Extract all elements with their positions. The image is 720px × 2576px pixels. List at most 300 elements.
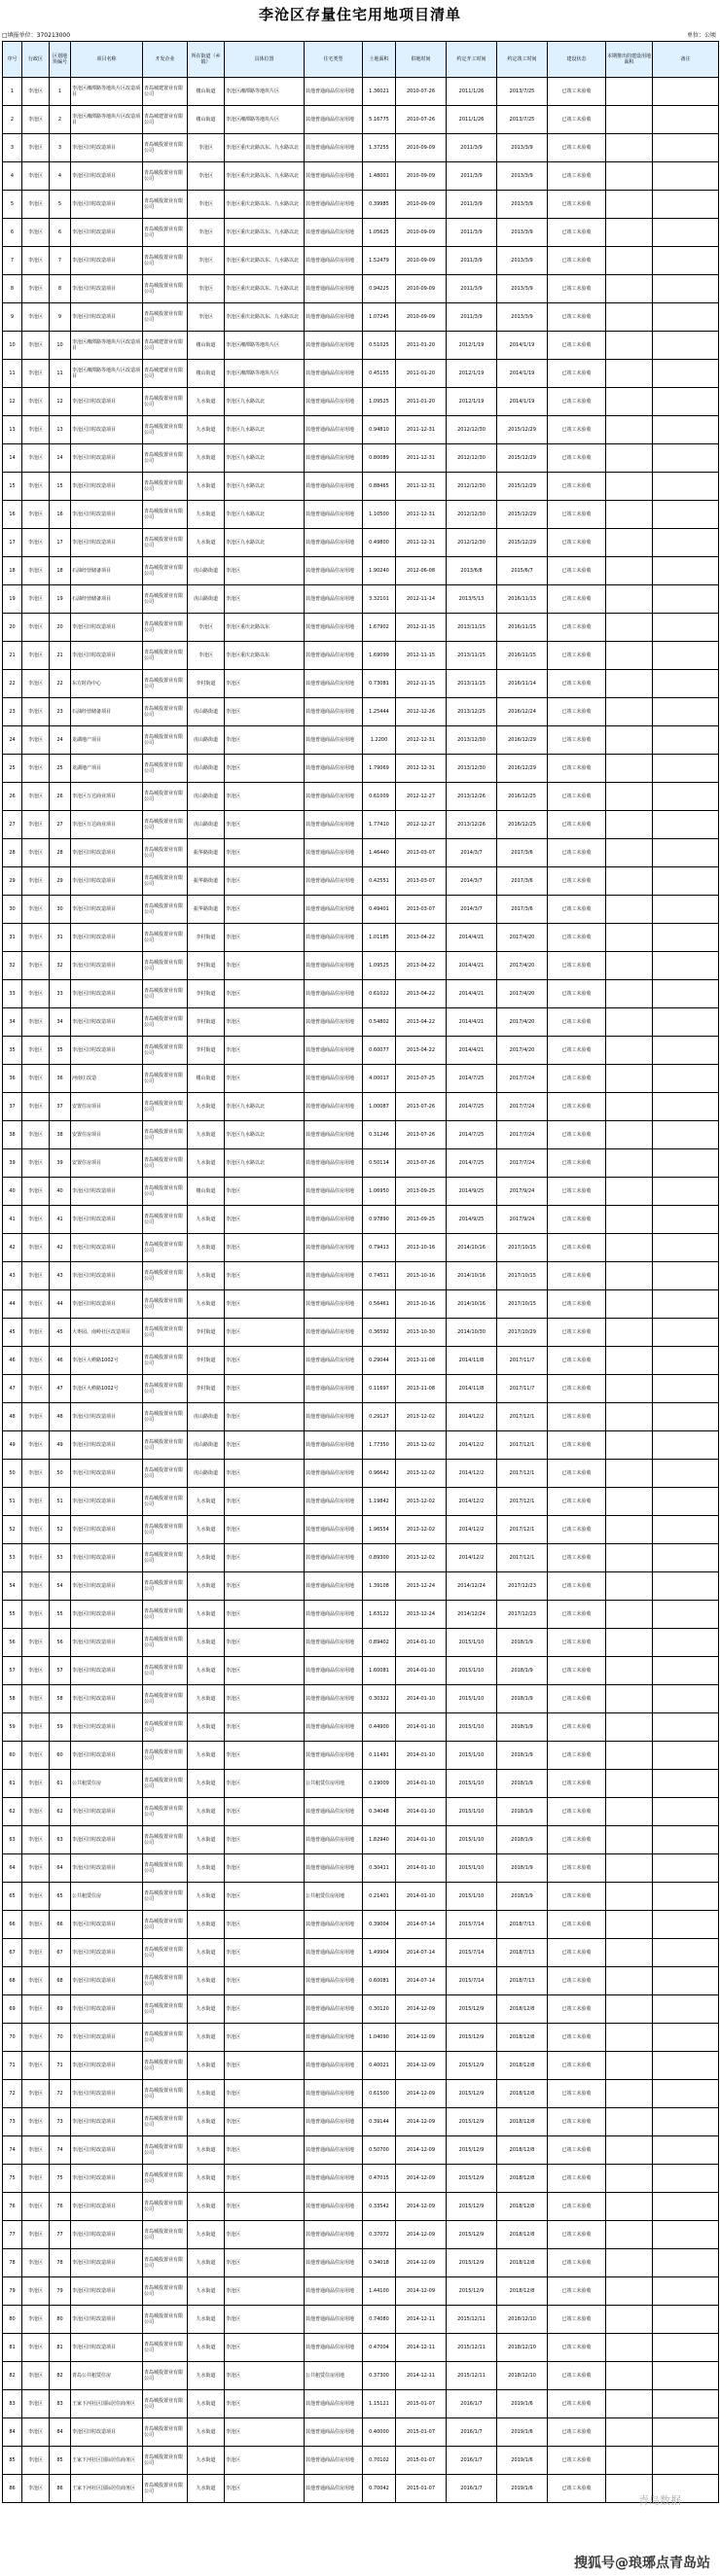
table-cell: 1.19842 [363, 1488, 396, 1516]
table-cell: 李沧区 [225, 1657, 305, 1685]
table-cell: 虎山路街道 [188, 811, 225, 839]
table-cell: 其他普通商品住房用地 [305, 247, 363, 275]
table-cell: 九水街道 [188, 2362, 225, 2390]
table-cell: 50 [50, 1460, 71, 1488]
table-cell: 2013/12/26 [447, 783, 497, 811]
table-cell [653, 1967, 719, 1995]
table-cell: 0.50114 [363, 1149, 396, 1178]
table-cell: 79 [50, 2277, 71, 2306]
table-cell: 李沧区 [22, 2334, 50, 2362]
table-cell: 其他普通商品住房用地 [305, 1798, 363, 1826]
table-cell: 0.89300 [363, 1544, 396, 1572]
table-cell: 0.94225 [363, 275, 396, 303]
table-cell: 47 [3, 1375, 22, 1403]
table-cell: 青岛城投置业有限公司 [143, 1121, 188, 1149]
table-cell: 2013/7/25 [497, 106, 548, 134]
table-cell: 4.00017 [363, 1065, 396, 1093]
table-cell [653, 2221, 719, 2249]
table-cell [606, 642, 653, 670]
table-cell: 44 [50, 1290, 71, 1319]
table-cell: 已竣工未验收 [548, 2306, 606, 2334]
table-cell: 2015/7/14 [447, 1939, 497, 1967]
table-cell: 九水街道 [188, 1995, 225, 2024]
column-header: 约定竣工时间 [497, 42, 548, 78]
table-cell: 九水街道 [188, 1629, 225, 1657]
table-cell: 2014/12/2 [447, 1431, 497, 1460]
table-cell: 73 [50, 2108, 71, 2136]
table-body [3, 78, 719, 2503]
table-cell: 21 [50, 642, 71, 670]
table-cell: 2015/1/10 [447, 1657, 497, 1685]
table-cell [606, 1629, 653, 1657]
table-cell: 0.74080 [363, 2306, 396, 2334]
table-cell: 1.67902 [363, 614, 396, 642]
table-cell [653, 1854, 719, 1883]
table-cell: 2015/12/11 [447, 2306, 497, 2334]
table-cell: 2010-07-26 [396, 106, 447, 134]
table-cell: 李沧区旧村改造项目 [71, 1798, 143, 1826]
table-cell: 62 [3, 1798, 22, 1826]
table-cell: 李沧区 [22, 2277, 50, 2306]
table-cell: 2013-07-26 [396, 1149, 447, 1178]
table-cell: 其他普通商品住房用地 [305, 2475, 363, 2503]
table-cell: 已竣工未验收 [548, 2136, 606, 2165]
table-cell [653, 388, 719, 416]
table-cell: 李沧区 [225, 1347, 305, 1375]
table-cell: 李村街道 [188, 952, 225, 980]
table-cell: 李沧区 [22, 952, 50, 980]
table-cell: 9 [3, 303, 22, 332]
table-cell: 2017/10/15 [497, 1234, 548, 1262]
table-cell: 李沧区旧村改造项目 [71, 1911, 143, 1939]
table-cell: 九水街道 [188, 2447, 225, 2475]
table-row [3, 106, 719, 134]
table-cell: 李沧区 [225, 924, 305, 952]
table-cell: 65 [3, 1883, 22, 1911]
table-cell: 50 [3, 1460, 22, 1488]
table-cell: 0.40000 [363, 2418, 396, 2447]
table-cell: 2014-01-10 [396, 1657, 447, 1685]
table-cell: 2014-12-11 [396, 2362, 447, 2390]
table-cell: 24 [3, 726, 22, 755]
table-row [3, 2475, 719, 2503]
table-cell: 63 [50, 1826, 71, 1854]
table-cell [606, 416, 653, 444]
table-cell: 2011/3/9 [447, 303, 497, 332]
table-cell: 其他普通商品住房用地 [305, 501, 363, 529]
table-cell: 已竣工未验收 [548, 614, 606, 642]
table-row [3, 839, 719, 867]
table-cell: 46 [3, 1347, 22, 1375]
table-cell: 李沧区旧村改造项目 [71, 1572, 143, 1601]
table-cell: 已竣工未验收 [548, 1572, 606, 1601]
table-cell: 李沧区 [225, 1713, 305, 1742]
table-cell [653, 2362, 719, 2390]
table-cell: 李沧区 [22, 1713, 50, 1742]
table-cell: 青岛城投置业有限公司 [143, 783, 188, 811]
table-cell: 李沧区 [22, 1601, 50, 1629]
table-row [3, 1967, 719, 1995]
table-cell: 52 [50, 1516, 71, 1544]
table-cell: 李沧区 [22, 557, 50, 585]
table-cell: 九水街道 [188, 1601, 225, 1629]
table-cell: 2014-07-14 [396, 1911, 447, 1939]
table-cell: 已竣工未验收 [548, 1826, 606, 1854]
table-cell: 九水街道 [188, 1262, 225, 1290]
table-cell: 1.37255 [363, 134, 396, 162]
table-cell: 其他普通商品住房用地 [305, 303, 363, 332]
table-cell: 青岛城投置业有限公司 [143, 416, 188, 444]
table-cell: 李沧区 [22, 896, 50, 924]
table-cell: 其他普通商品住房用地 [305, 952, 363, 980]
table-row [3, 867, 719, 896]
table-cell [606, 78, 653, 106]
table-cell: 2014-01-10 [396, 1826, 447, 1854]
table-cell: 李沧区旧村改造项目 [71, 303, 143, 332]
table-cell: 1.15121 [363, 2390, 396, 2418]
table-row [3, 1149, 719, 1178]
table-cell: 1.36021 [363, 78, 396, 106]
table-cell: 57 [50, 1657, 71, 1685]
table-cell: 76 [50, 2193, 71, 2221]
table-cell [653, 219, 719, 247]
table-cell [606, 247, 653, 275]
table-cell: 青岛城投置业有限公司 [143, 1093, 188, 1121]
page-title: 李沧区存量住宅用地项目清单 [258, 6, 461, 23]
table-cell [653, 416, 719, 444]
table-cell: 0.54802 [363, 1008, 396, 1037]
table-cell: 2017/3/6 [497, 867, 548, 896]
table-cell: 其他普通商品住房用地 [305, 811, 363, 839]
table-cell: 2018/12/8 [497, 2249, 548, 2277]
table-row [3, 2221, 719, 2249]
table-cell: 其他普通商品住房用地 [305, 2193, 363, 2221]
table-cell: 李沧区旧村改造项目 [71, 614, 143, 642]
table-cell: 其他普通商品住房用地 [305, 980, 363, 1008]
table-cell [606, 1121, 653, 1149]
table-cell: 0.31246 [363, 1121, 396, 1149]
table-cell: 青岛城投置业有限公司 [143, 1516, 188, 1544]
table-cell: 78 [3, 2249, 22, 2277]
table-cell: 2014/12/2 [447, 1544, 497, 1572]
table-cell: 公共租赁住房用地 [305, 2362, 363, 2390]
table-cell: 李沧区 [22, 134, 50, 162]
table-cell [606, 529, 653, 557]
table-cell [653, 1460, 719, 1488]
table-cell: 青岛城投置业有限公司 [143, 952, 188, 980]
table-cell [653, 896, 719, 924]
table-cell: 已竣工未验收 [548, 1347, 606, 1375]
table-row [3, 2390, 719, 2418]
table-cell: 李沧区旧村改造项目 [71, 1431, 143, 1460]
table-cell: 已竣工未验收 [548, 1037, 606, 1065]
table-cell: 2010-09-09 [396, 191, 447, 219]
table-cell: 李沧区 [225, 1037, 305, 1065]
table-cell: 2014/3/7 [447, 867, 497, 896]
table-cell: 2014/4/21 [447, 1037, 497, 1065]
table-cell: 李沧区旧村改造项目 [71, 134, 143, 162]
table-cell: 九水街道 [188, 473, 225, 501]
table-cell: 青岛城投置业有限公司 [143, 2306, 188, 2334]
table-cell: 2012/1/19 [447, 360, 497, 388]
table-cell: 青岛城投置业有限公司 [143, 1178, 188, 1206]
table-cell: 李沧区 [22, 2024, 50, 2052]
table-cell: 已竣工未验收 [548, 1008, 606, 1037]
table-cell: 2013-12-02 [396, 1460, 447, 1488]
table-cell: 李沧区湘潭路等地块片区改造项目 [71, 106, 143, 134]
table-cell: 九水街道 [188, 1290, 225, 1319]
table-row [3, 501, 719, 529]
table-cell: 九水街道 [188, 1234, 225, 1262]
table-cell [606, 698, 653, 726]
table-cell: 2014/12/24 [447, 1601, 497, 1629]
table-cell: 李沧区 [22, 2362, 50, 2390]
table-cell: 2017/4/20 [497, 952, 548, 980]
table-cell: 2014-12-09 [396, 2052, 447, 2080]
table-cell: 李沧区旧村改造项目 [71, 2024, 143, 2052]
table-cell: 1.46440 [363, 839, 396, 867]
table-cell: 青岛公共租赁住房 [71, 2362, 143, 2390]
table-cell: 李沧区 [22, 473, 50, 501]
table-cell: 1.10500 [363, 501, 396, 529]
table-cell: 李沧区 [22, 698, 50, 726]
table-cell: 已竣工未验收 [548, 501, 606, 529]
table-cell: 青岛城投置业有限公司 [143, 1403, 188, 1431]
table-cell: 39 [50, 1149, 71, 1178]
table-cell: 1.49904 [363, 1939, 396, 1967]
table-cell: 0.49800 [363, 529, 396, 557]
table-cell: 18 [50, 557, 71, 585]
table-cell: 青岛城投置业有限公司 [143, 1008, 188, 1037]
table-cell [653, 529, 719, 557]
table-cell: 2014/7/25 [447, 1093, 497, 1121]
table-cell: 0.45155 [363, 360, 396, 388]
table-cell: 2018/1/9 [497, 1713, 548, 1742]
table-cell [606, 2165, 653, 2193]
table-cell: 2013-12-02 [396, 1403, 447, 1431]
table-cell [606, 2447, 653, 2475]
table-cell: 2013/11/15 [447, 642, 497, 670]
table-cell: 19 [3, 585, 22, 614]
table-cell: 82 [50, 2362, 71, 2390]
table-cell [606, 332, 653, 360]
table-cell: 2017/10/29 [497, 1319, 548, 1347]
table-cell [606, 867, 653, 896]
table-cell: 0.30411 [363, 1854, 396, 1883]
table-cell: 青岛城投置业有限公司 [143, 1149, 188, 1178]
table-cell: 2012-11-15 [396, 642, 447, 670]
table-cell: 13 [50, 416, 71, 444]
table-cell [606, 1065, 653, 1093]
table-cell: 李沧区 [22, 2475, 50, 2503]
table-cell: 70 [50, 2024, 71, 2052]
table-cell: 2018/1/9 [497, 1826, 548, 1854]
table-cell: 3.32101 [363, 585, 396, 614]
table-cell: 已竣工未验收 [548, 1403, 606, 1431]
table-cell: 李沧区 [225, 1798, 305, 1826]
table-row [3, 1854, 719, 1883]
table-cell: 青岛城投置业有限公司 [143, 585, 188, 614]
table-cell [606, 1149, 653, 1178]
table-cell: 其他普通商品住房用地 [305, 1911, 363, 1939]
table-cell: 已竣工未验收 [548, 1939, 606, 1967]
table-cell [653, 755, 719, 783]
table-cell: 2011-01-20 [396, 332, 447, 360]
table-cell: 九水街道 [188, 2475, 225, 2503]
table-cell: 李沧区 [22, 2052, 50, 2080]
table-cell: 其他普通商品住房用地 [305, 332, 363, 360]
table-cell: 其他普通商品住房用地 [305, 2136, 363, 2165]
table-cell: 84 [3, 2418, 22, 2447]
table-cell: 其他普通商品住房用地 [305, 1008, 363, 1037]
table-cell: 已竣工未验收 [548, 219, 606, 247]
table-cell: 李沧区旧村改造项目 [71, 1967, 143, 1995]
table-cell: 九水街道 [188, 1685, 225, 1713]
table-cell: 李沧区 [225, 2080, 305, 2108]
table-cell: 九水街道 [188, 2221, 225, 2249]
table-cell: 青岛城投置业有限公司 [143, 247, 188, 275]
table-cell: 1.63122 [363, 1601, 396, 1629]
table-cell: 已竣工未验收 [548, 2249, 606, 2277]
table-cell: 青岛城投置业有限公司 [143, 811, 188, 839]
table-cell: 青岛城投置业有限公司 [143, 1713, 188, 1742]
table-cell: 2016/11/13 [497, 585, 548, 614]
table-cell: 43 [3, 1262, 22, 1290]
table-cell: 楼山街道 [188, 360, 225, 388]
table-cell: 青岛城投置业有限公司 [143, 980, 188, 1008]
table-cell: 2011-01-20 [396, 360, 447, 388]
table-cell: 李沧区九水路以北 [225, 473, 305, 501]
table-cell: 2014-12-09 [396, 2136, 447, 2165]
table-cell: 李沧区重庆北路以东、九水路以北 [225, 134, 305, 162]
table-cell: 其他普通商品住房用地 [305, 1516, 363, 1544]
table-cell: 李沧区旧村改造项目 [71, 1544, 143, 1572]
table-cell: 李沧区 [22, 275, 50, 303]
watermark: 搜狐号@琅琊点青岛站 [570, 2553, 714, 2572]
table-cell: 2012/1/19 [447, 332, 497, 360]
table-cell: 青岛城投置业有限公司 [143, 388, 188, 416]
table-cell: 李沧区 [225, 1967, 305, 1995]
table-cell [653, 1995, 719, 2024]
table-cell: 其他普通商品住房用地 [305, 2024, 363, 2052]
table-cell: 李沧区 [225, 1601, 305, 1629]
table-row [3, 360, 719, 388]
table-cell: 1.96554 [363, 1516, 396, 1544]
table-cell: 其他普通商品住房用地 [305, 1319, 363, 1347]
table-cell [606, 191, 653, 219]
table-cell: 李沧区旧村改造项目 [71, 2165, 143, 2193]
table-cell: 李沧区旧村改造项目 [71, 275, 143, 303]
table-cell: 2016/11/15 [497, 642, 548, 670]
table-cell [653, 2306, 719, 2334]
table-cell [606, 1601, 653, 1629]
table-cell: 42 [3, 1234, 22, 1262]
table-cell: 已竣工未验收 [548, 473, 606, 501]
table-cell: 41 [50, 1206, 71, 1234]
table-cell: 0.51025 [363, 332, 396, 360]
column-header: 项目名称 [71, 42, 143, 78]
table-cell: 李沧区 [225, 1854, 305, 1883]
table-cell: 李沧区 [22, 219, 50, 247]
table-cell: 青岛城投置业有限公司 [143, 2418, 188, 2447]
table-cell: 2018/1/9 [497, 1629, 548, 1657]
table-cell: 九水街道 [188, 388, 225, 416]
table-cell: 安置住房项目 [71, 1149, 143, 1178]
table-cell: 其他普通商品住房用地 [305, 2277, 363, 2306]
table-cell: 其他普通商品住房用地 [305, 1713, 363, 1742]
table-row [3, 557, 719, 585]
table-cell: 2010-09-09 [396, 134, 447, 162]
table-cell: 27 [50, 811, 71, 839]
table-cell: 李沧区 [225, 1883, 305, 1911]
table-cell: 李村街道 [188, 1347, 225, 1375]
table-cell: 九水街道 [188, 2193, 225, 2221]
table-cell: 2014-01-10 [396, 1742, 447, 1770]
table-cell: 2012/12/30 [447, 416, 497, 444]
table-cell: 九水街道 [188, 2052, 225, 2080]
table-cell: 60 [3, 1742, 22, 1770]
table-cell: 2014/10/16 [447, 1290, 497, 1319]
table-cell: 23 [3, 698, 22, 726]
table-row [3, 303, 719, 332]
table-cell: 已竣工未验收 [548, 1798, 606, 1826]
table-cell [606, 811, 653, 839]
table-cell [653, 1516, 719, 1544]
table-cell: 已竣工未验收 [548, 1657, 606, 1685]
table-cell: 其他普通商品住房用地 [305, 755, 363, 783]
table-cell: 45 [3, 1319, 22, 1347]
table-cell: 74 [3, 2136, 22, 2165]
table-cell: 已竣工未验收 [548, 247, 606, 275]
table-cell: 2013/11/15 [447, 670, 497, 698]
table-cell: 已竣工未验收 [548, 1178, 606, 1206]
table-cell: 其他普通商品住房用地 [305, 1657, 363, 1685]
table-cell: 2016/1/7 [447, 2447, 497, 2475]
table-cell [653, 2080, 719, 2108]
table-cell: 46 [50, 1347, 71, 1375]
table-cell: 李沧区旧村改造项目 [71, 2052, 143, 2080]
table-cell: 李沧区 [225, 755, 305, 783]
table-cell: 李沧区旧村改造项目 [71, 1403, 143, 1431]
table-cell: 2015/6/7 [497, 557, 548, 585]
table-cell: 青岛城投置业有限公司 [143, 162, 188, 191]
table-cell: 51 [50, 1488, 71, 1516]
table-cell [606, 2136, 653, 2165]
table-cell: 2015/12/9 [447, 2193, 497, 2221]
table-cell: 李沧区湘潭路等地块片区改造项目 [71, 78, 143, 106]
table-cell: 其他普通商品住房用地 [305, 839, 363, 867]
table-cell: 李沧区 [22, 1657, 50, 1685]
table-cell: 青岛城投置业有限公司 [143, 2390, 188, 2418]
table-cell: 2013/11/15 [447, 614, 497, 642]
table-cell: 0.33542 [363, 2193, 396, 2221]
table-cell: 青岛城投置业有限公司 [143, 1206, 188, 1234]
table-cell: 2017/4/20 [497, 980, 548, 1008]
table-cell: 其他普通商品住房用地 [305, 1149, 363, 1178]
table-cell: 其他普通商品住房用地 [305, 2447, 363, 2475]
table-cell: 2013-04-22 [396, 924, 447, 952]
table-cell: 51 [3, 1488, 22, 1516]
table-cell [606, 839, 653, 867]
table-cell: 已竣工未验收 [548, 191, 606, 219]
table-cell: 2014/4/21 [447, 924, 497, 952]
table-cell: 1.07245 [363, 303, 396, 332]
table-cell: 2014-12-09 [396, 2165, 447, 2193]
table-cell [653, 444, 719, 473]
table-cell: 李沧区 [22, 1008, 50, 1037]
table-cell: 2011-12-31 [396, 501, 447, 529]
table-cell: 李沧区 [225, 1488, 305, 1516]
